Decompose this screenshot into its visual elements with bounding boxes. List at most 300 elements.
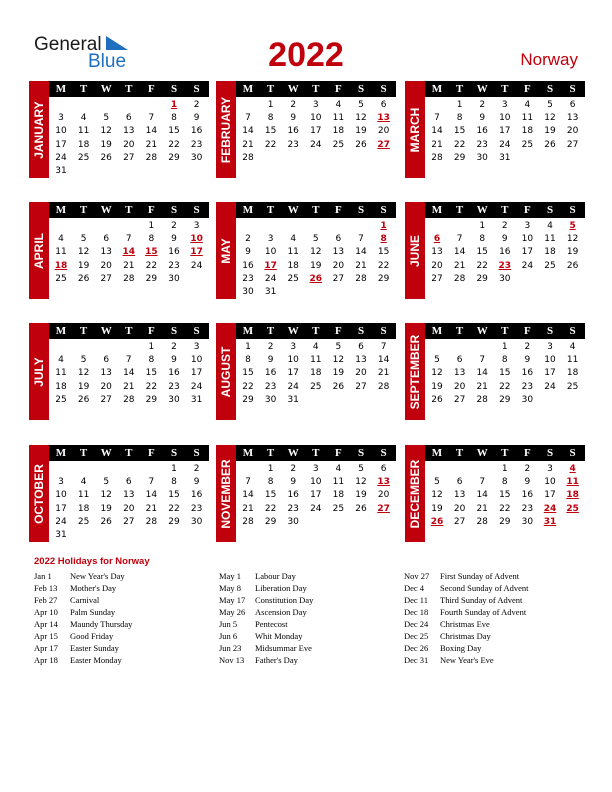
holiday-name: Third Sunday of Advent [440,595,523,605]
date-cell: 6 [103,234,110,245]
weekday-label: T [79,83,88,95]
date-cell: 22 [499,381,511,392]
date-cell: 7 [479,477,486,488]
date-cell: 18 [55,381,67,392]
date-cell: 11 [55,247,67,258]
date-cell: 25 [55,394,67,405]
date-cell: 16 [521,368,534,379]
weekday-label: S [569,83,576,95]
date-cell: 17 [310,126,322,137]
date-cell: 20 [100,381,112,392]
month-september [405,323,585,423]
date-cell: 6 [103,355,110,366]
date-cell: 28 [242,516,254,527]
date-cell: 28 [355,273,367,284]
holiday-date: Apr 10 [34,607,58,617]
weekday-label: T [266,83,275,95]
holiday-date: Dec 31 [404,655,429,665]
date-cell: 6 [125,477,132,488]
date-cell: 19 [355,490,367,501]
weekday-label: F [524,204,531,216]
date-cell: 16 [521,490,534,501]
holiday-date: Feb 27 [34,595,58,605]
weekday-label: T [125,204,133,216]
date-cell: 10 [287,355,299,366]
month-february [216,81,396,181]
date-cell: 3 [547,342,553,352]
weekday-label: T [266,325,275,337]
date-cell: 29 [168,152,180,163]
holiday-row [404,618,589,630]
date-cell: 18 [310,368,322,379]
holiday-name: Constitution Day [255,595,314,605]
date-cell: 13 [100,368,112,379]
date-cell: 17 [544,368,556,379]
date-cell: 7 [125,234,132,245]
weekday-label: T [501,83,509,95]
weekday-label: T [501,204,509,216]
weekday-label: S [170,447,178,459]
date-cell: 1 [267,464,274,474]
date-cell: 22 [145,260,158,271]
weekday-header [425,81,585,97]
date-cell: 22 [264,503,277,514]
date-cell: 10 [521,234,534,245]
holiday-date-cell: 25 [566,503,579,514]
date-cell: 15 [242,368,254,379]
date-cell: 31 [190,394,203,405]
weekday-label: T [266,204,275,216]
holiday-date: Dec 11 [404,595,428,605]
weekday-label: T [79,325,88,337]
date-cell: 12 [100,126,112,137]
holiday-date-cell: 23 [498,260,512,271]
holiday-date-cell: 14 [122,247,136,258]
date-cell: 27 [453,394,466,405]
date-cell: 30 [499,273,511,284]
weekday-label: F [148,83,155,95]
date-cell: 19 [355,126,367,137]
weekday-label: T [312,83,320,95]
holiday-name: Maundy Thursday [70,619,133,629]
holiday-date: Dec 24 [404,619,429,629]
date-cell: 13 [453,490,466,501]
month-august [216,323,396,423]
date-cell: 30 [168,394,180,405]
holiday-name: Mother's Day [70,583,117,593]
date-cell: 22 [499,503,511,514]
holiday-name: New Year's Day [70,571,125,581]
date-cell: 22 [168,139,180,150]
date-cell: 20 [123,139,135,150]
holiday-date-cell: 1 [380,221,387,231]
holiday-date: Apr 17 [34,643,58,653]
date-cell: 21 [476,381,488,392]
holiday-date: Feb 13 [34,583,58,593]
date-cell: 12 [431,368,443,379]
date-cell: 7 [245,477,251,488]
date-cell: 2 [193,464,200,474]
holiday-date-cell: 11 [566,477,579,488]
weekday-label: S [357,447,365,459]
date-cell: 26 [566,260,579,271]
weekday-label: S [170,83,178,95]
date-cell: 18 [566,368,579,379]
date-cell: 10 [499,113,511,124]
date-cell: 11 [77,126,90,137]
holiday-date: May 1 [219,571,241,581]
date-cell: 9 [290,477,297,488]
date-cell: 1 [456,100,463,110]
weekday-label: T [79,447,88,459]
weekday-label: S [170,325,178,337]
month-name-label: FEBRUARY [219,96,233,163]
date-cell: 18 [521,126,534,137]
month-name-label: NOVEMBER [219,458,233,529]
month-april [29,202,209,302]
holiday-date: May 8 [219,583,241,593]
holiday-date-cell: 18 [54,260,68,271]
date-cell: 11 [544,234,556,245]
date-cell: 1 [171,464,177,474]
date-cell: 24 [264,273,277,284]
date-cell: 17 [55,139,67,150]
month-name-label: JANUARY [32,100,46,159]
holiday-name: Pentecost [255,619,288,629]
holiday-name: Father's Day [255,655,298,665]
date-cell: 4 [312,342,319,352]
date-cell: 19 [431,381,443,392]
date-cell: 1 [148,342,155,352]
date-cell: 4 [547,221,553,231]
month-name-label: MARCH [408,107,422,152]
holiday-row [219,582,404,594]
date-cell: 28 [453,273,466,284]
date-cell: 3 [58,113,64,124]
date-cell: 23 [476,139,488,150]
date-cell: 9 [245,247,251,258]
holiday-date-cell: 4 [569,464,576,474]
date-cell: 2 [193,100,200,110]
date-cell: 19 [566,247,579,258]
date-cell: 19 [431,503,443,514]
date-cell: 17 [55,503,67,514]
date-cell: 31 [264,287,277,297]
date-cell: 17 [521,247,534,258]
weekday-label: T [266,447,275,459]
holiday-date: Jan 1 [34,571,52,581]
weekday-label: M [431,83,443,95]
date-cell: 20 [377,126,390,137]
date-cell: 5 [547,100,553,110]
weekday-label: W [100,83,112,95]
date-cell: 5 [434,477,440,488]
date-cell: 13 [431,247,443,258]
holiday-row [219,654,404,666]
date-cell: 6 [335,234,342,245]
holiday-row [219,594,404,606]
date-cell: 3 [193,221,200,231]
date-cell: 30 [521,516,534,527]
date-cell: 21 [145,503,158,514]
date-cell: 9 [524,355,531,366]
date-cell: 17 [190,368,203,379]
holiday-date: Dec 18 [404,607,429,617]
date-cell: 19 [332,368,345,379]
date-cell: 24 [55,152,67,163]
holiday-row [404,582,589,594]
holiday-date-cell: 13 [377,477,390,488]
holiday-name: Midsummar Eve [255,643,312,653]
holiday-row [34,642,219,654]
date-cell: 26 [355,139,367,150]
date-cell: 15 [499,368,511,379]
weekday-header [236,202,396,218]
country-name: Norway [520,50,578,69]
weekday-label: S [546,325,554,337]
date-cell: 14 [476,490,488,501]
holiday-date: May 26 [219,607,246,617]
date-cell: 16 [190,490,203,501]
date-cell: 4 [524,100,531,110]
date-cell: 23 [168,381,180,392]
date-cell: 20 [453,503,466,514]
date-cell: 15 [168,490,180,501]
date-cell: 1 [501,464,508,474]
holiday-date: Dec 26 [404,643,429,653]
date-cell: 6 [380,464,387,474]
date-cell: 1 [148,221,155,231]
date-cell: 10 [544,355,556,366]
logo-text-blue: Blue [88,51,127,72]
holiday-row [219,606,404,618]
holiday-name: Ascension Day [255,607,307,617]
date-cell: 29 [145,394,158,405]
holiday-name: Christmas Eve [440,619,490,629]
date-cell: 18 [77,139,90,150]
date-cell: 30 [190,516,203,527]
date-cell: 12 [355,113,367,124]
weekday-header [236,81,396,97]
date-cell: 13 [355,355,367,366]
month-name-label: MAY [219,237,233,264]
date-cell: 30 [521,394,534,405]
month-name [29,81,49,178]
holiday-date: Apr 14 [34,619,58,629]
date-cell: 25 [77,152,90,163]
weekday-label: S [380,447,387,459]
weekday-label: T [455,83,464,95]
date-cell: 25 [566,381,579,392]
weekday-label: T [125,325,133,337]
date-cell: 4 [80,477,87,488]
month-name-label: JULY [32,356,46,387]
date-cell: 12 [77,368,90,379]
holiday-row [34,570,219,582]
weekday-label: W [287,204,299,216]
date-cell: 7 [380,342,387,352]
date-cell: 20 [355,368,367,379]
holiday-date: Nov 13 [219,655,245,665]
weekday-label: M [55,447,67,459]
date-cell: 17 [287,368,299,379]
date-cell: 27 [100,394,112,405]
date-cell: 5 [312,234,319,245]
date-cell: 22 [453,139,466,150]
date-cell: 23 [190,139,203,150]
weekday-label: S [569,447,576,459]
date-cell: 21 [242,503,254,514]
holiday-date-cell: 1 [170,100,178,110]
weekday-header [49,323,209,339]
date-cell: 13 [100,247,112,258]
date-cell: 26 [332,381,345,392]
date-cell: 15 [145,368,158,379]
date-cell: 25 [310,381,322,392]
date-cell: 15 [476,247,488,258]
weekday-label: F [524,83,531,95]
date-cell: 27 [123,516,135,527]
date-cell: 7 [434,113,440,124]
month-name [216,445,236,542]
holiday-date: Apr 18 [34,655,58,665]
holiday-date-cell: 24 [543,503,557,514]
date-cell: 28 [377,381,390,392]
date-cell: 6 [358,342,364,352]
weekday-label: S [193,204,200,216]
weekday-label: T [455,204,464,216]
date-cell: 17 [544,490,556,501]
date-cell: 22 [168,503,180,514]
date-cell: 3 [312,100,319,110]
date-cell: 5 [103,113,110,124]
date-cell: 9 [171,234,177,245]
date-cell: 12 [332,355,345,366]
weekday-label: W [100,325,112,337]
date-cell: 1 [501,342,508,352]
weekday-header [425,323,585,339]
date-cell: 16 [499,247,511,258]
date-cell: 3 [501,100,508,110]
date-cell: 26 [431,394,443,405]
date-cell: 5 [103,477,110,488]
holiday-name: Carnival [70,595,100,605]
holiday-date: Dec 4 [404,583,425,593]
date-cell: 24 [190,260,203,271]
holiday-date-cell: 15 [145,247,158,258]
date-cell: 16 [242,260,254,271]
logo-text-general: General [34,34,102,55]
date-cell: 1 [267,100,274,110]
date-cell: 22 [242,381,254,392]
date-cell: 5 [434,355,440,366]
date-cell: 20 [431,260,443,271]
month-name [216,81,236,178]
date-cell: 6 [456,355,463,366]
date-cell: 10 [264,247,277,258]
weekday-label: T [79,204,88,216]
weekday-label: T [312,204,320,216]
date-cell: 16 [476,126,488,137]
holiday-row [34,582,219,594]
date-cell: 19 [77,260,90,271]
weekday-label: F [335,447,342,459]
date-cell: 12 [544,113,556,124]
weekday-header [49,445,209,461]
month-name-label: AUGUST [219,346,233,397]
date-cell: 31 [499,152,511,163]
date-cell: 6 [569,100,576,110]
date-cell: 4 [290,234,297,245]
date-cell: 28 [123,273,135,284]
weekday-label: S [380,325,387,337]
weekday-label: T [125,447,133,459]
weekday-label: T [312,447,320,459]
weekday-label: M [55,204,67,216]
weekday-label: W [287,325,299,337]
date-cell: 15 [264,126,277,137]
date-cell: 2 [524,342,531,352]
date-cell: 27 [123,152,135,163]
date-cell: 8 [501,355,508,366]
date-cell: 3 [547,464,553,474]
month-name [216,202,236,299]
date-cell: 21 [123,260,135,271]
date-cell: 12 [77,247,90,258]
holiday-row [219,642,404,654]
date-cell: 29 [145,273,158,284]
date-cell: 15 [453,126,466,137]
date-cell: 4 [335,100,342,110]
date-cell: 6 [125,113,132,124]
date-cell: 20 [453,381,466,392]
date-cell: 25 [55,273,67,284]
date-cell: 15 [168,126,180,137]
date-cell: 8 [148,234,155,245]
date-cell: 23 [264,381,277,392]
date-cell: 12 [100,490,112,501]
date-cell: 29 [264,516,277,527]
date-cell: 23 [521,381,534,392]
date-cell: 18 [544,247,556,258]
date-cell: 14 [355,247,367,258]
date-cell: 13 [332,247,345,258]
weekday-label: S [546,447,554,459]
date-cell: 2 [479,100,486,110]
holiday-name: Palm Sunday [70,607,116,617]
weekday-label: W [476,325,488,337]
month-name-label: APRIL [32,232,46,269]
date-cell: 28 [242,152,254,163]
date-cell: 9 [501,234,508,245]
holiday-row [219,570,404,582]
date-cell: 3 [58,477,64,488]
date-cell: 12 [566,234,579,245]
month-name-label: SEPTEMBER [408,334,422,409]
month-name [29,445,49,542]
holiday-date-cell: 26 [309,273,323,284]
date-cell: 24 [190,381,203,392]
date-cell: 13 [123,490,135,501]
date-cell: 22 [264,139,277,150]
month-name [405,445,425,542]
weekday-label: F [335,204,342,216]
date-cell: 14 [242,490,254,501]
date-cell: 14 [453,247,466,258]
date-cell: 14 [242,126,254,137]
date-cell: 28 [145,152,158,163]
month-name [29,323,49,420]
